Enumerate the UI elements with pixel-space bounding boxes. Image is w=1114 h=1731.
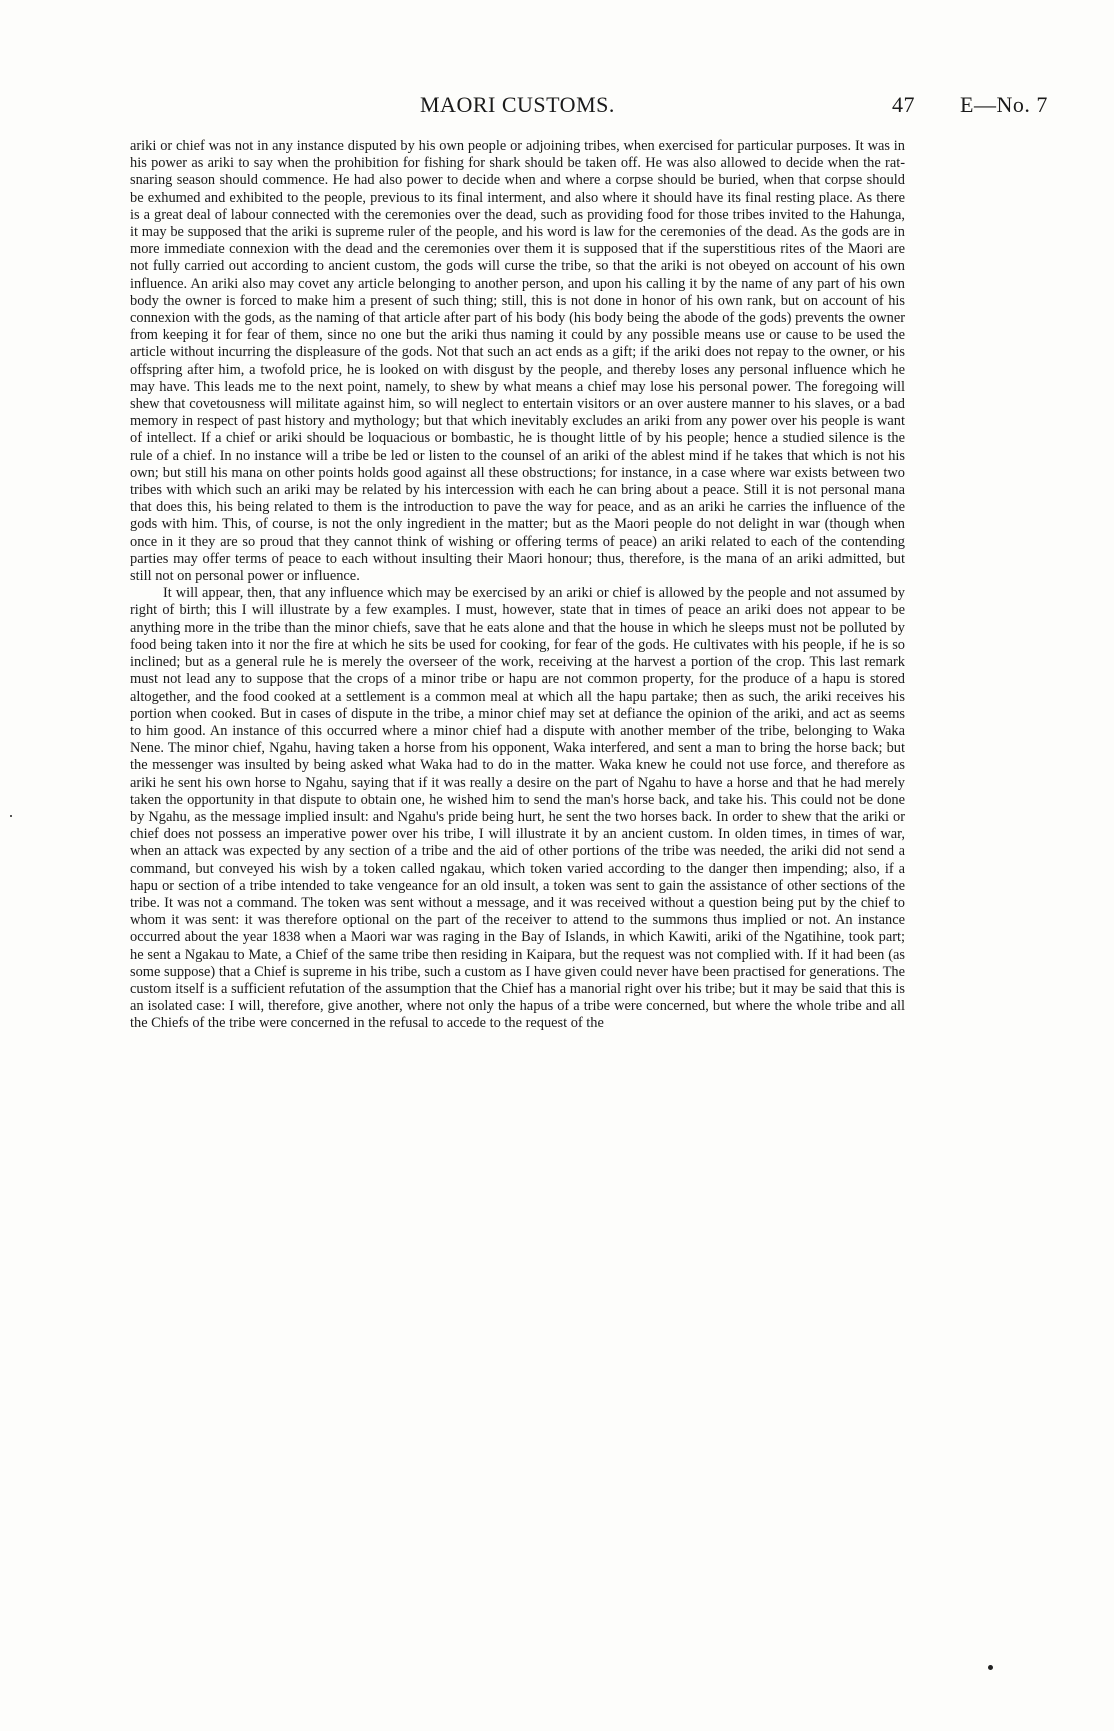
body-text [130,138,905,1033]
page-number: 47 [892,92,915,117]
margin-speck [10,815,12,817]
running-header [0,92,1114,124]
paragraph-2: It will appear, then, that any influence which may be exercised by an ariki or chief is allowed by the people and not assumed by right of birth; this I will illustrate by a few examples. I must, however, state that in times of peace an ariki does not appear to be anything more in the tribe than the minor chiefs, save that he eats alone and that the house in which he sleeps must not be polluted by food being taken into it nor the fire at which he sits be used for cooking, for fear of the gods. He cultivates with his people, if he is so inclined; but as a general rule he is merely the overseer of the work, receiving at the harvest a portion of the crop. This last remark must not lead any to suppose that the crops of a minor tribe or hapu are not common property, for the produce of a hapu is stored altogether, and the food cooked at a settlement is a common meal at which all the hapu partake; then as such, the ariki receives his portion when cooked. But in cases of dispute in the tribe, a minor chief may set at defiance the opinion of the ariki, and act as seems to him good. An instance of this occurred where a minor chief had a dispute with another member of the tribe, belonging to Waka Nene. The minor chief, Ngahu, having taken a horse from his opponent, Waka interfered, and sent a man to bring the horse back; but the messenger was insulted by being asked what Waka had to do in the matter. Waka knew he could not use force, and therefore as ariki he sent his own horse to Ngahu, saying that if it was really a desire on the part of Ngahu to have a horse and that he had merely taken the opportunity in that dispute to obtain one, he wished him to send the man's horse back, and take his. This could not be done by Ngahu, as the message implied insult: and Ngahu's pride being hurt, he sent the two horses back. In order to shew that the ariki or chief does not possess an imperative power over his tribe, I will illustrate it by an ancient custom. In olden times, in times of war, when an attack was expected by any section of a tribe and the aid of other portions of the tribe was needed, the ariki did not send a command, but conveyed his wish by a token called ngakau, which token varied according to the danger then impending; also, if a hapu or section of a tribe intended to take vengeance for an old insult, a token was sent to gain the assistance of other sections of the tribe. It was not a command. The token was sent without a message, and it was received without a question being put by the chief to whom it was sent: it was therefore optional on the part of the receiver to attend to the summons thus implied or not. An instance occurred about the year 1838 when a Maori war was raging in the Bay of Islands, in which Kawiti, ariki of the Ngatihine, took part; he sent a Ngakau to Mate, a Chief of the same tribe then residing in Kaipara, but the request was not complied with. If it had been (as some suppose) that a Chief is supreme in his tribe, such a custom as I have given could never have been practised for generations. The custom itself is a sufficient refutation of the assumption that the Chief has a manorial right over his tribe; but it may be said that this is an isolated case: I will, therefore, give another, where not only the hapus of a tribe were concerned, but where the whole tribe and all the Chiefs of the tribe were concerned in the refusal to accede to the request of the [130,585,905,1032]
running-title: MAORI CUSTOMS. [420,92,615,117]
paragraph-1: ariki or chief was not in any instance disputed by his own people or adjoining tribes, when exercised for particular purposes. It was in his power as ariki to say when the prohibition for fishing for shark should be taken off. He was also allowed to decide when the rat-snaring season should commence. He had also power to decide when and where a corpse should be buried, when that corpse should be exhumed and exhibited to the people, previous to its final interment, and also where it should have its final resting place. As there is a great deal of labour connected with the ceremonies over the dead, such as providing food for those tribes invited to the Hahunga, it may be supposed that the ariki is supreme ruler of the people, and his word is law for the ceremonies of the dead. As the gods are in more immediate connexion with the dead and the ceremonies over them it is supposed that if the superstitious rites of the Maori are not fully carried out according to ancient custom, the gods will curse the tribe, so that the ariki is not obeyed on account of his own influence. An ariki also may covet any article belonging to another person, and upon his calling it by the name of any part of his own body the owner is forced to make him a present of such thing; still, this is not done in honor of his own rank, but on account of his connexion with the gods, as the naming of that article after part of his body (his body being the abode of the gods) prevents the owner from keeping it for fear of them, since no one but the ariki thus naming it could by any possible means use or cause to be used the article without incurring the displeasure of the gods. Not that such an act ends as a gift; if the ariki does not repay to the owner, or his offspring after him, a twofold price, he is looked on with disgust by the people, and thereby loses any personal influence which he may have. This leads me to the next point, namely, to shew by what means a chief may lose his personal power. The foregoing will shew that covetousness will militate against him, so will neglect to entertain visitors or an over austere manner to his slaves, or a bad memory in respect of past history and mythology; but that which inevitably excludes an ariki from any power over his people is want of intellect. If a chief or ariki should be loquacious or bombastic, he is thought little of by his people; hence a studied silence is the rule of a chief. In no instance will a tribe be led or listen to the counsel of an ariki of the ablest mind if he takes that which is not his own; but still his mana on other points holds good against all these obstructions; for instance, in a case where war exists between two tribes with which such an ariki may be related by his intercession with each he can bring about a peace. Still it is not personal mana that does this, his being related to them is the introduction to pave the way for peace, and as an ariki he carries the influence of the gods with him. This, of course, is not the only ingredient in the matter; but as the Maori people do not delight in war (though when once in it they are so proud that they cannot think of wishing or offering terms of peace) an ariki related to each of the contending parties may offer terms of peace to each without insulting their Maori honour; thus, therefore, is the mana of an ariki admitted, but still not on personal power or influence. [130,138,905,585]
margin-dot [988,1665,993,1670]
document-reference: E—No. 7 [960,92,1048,117]
